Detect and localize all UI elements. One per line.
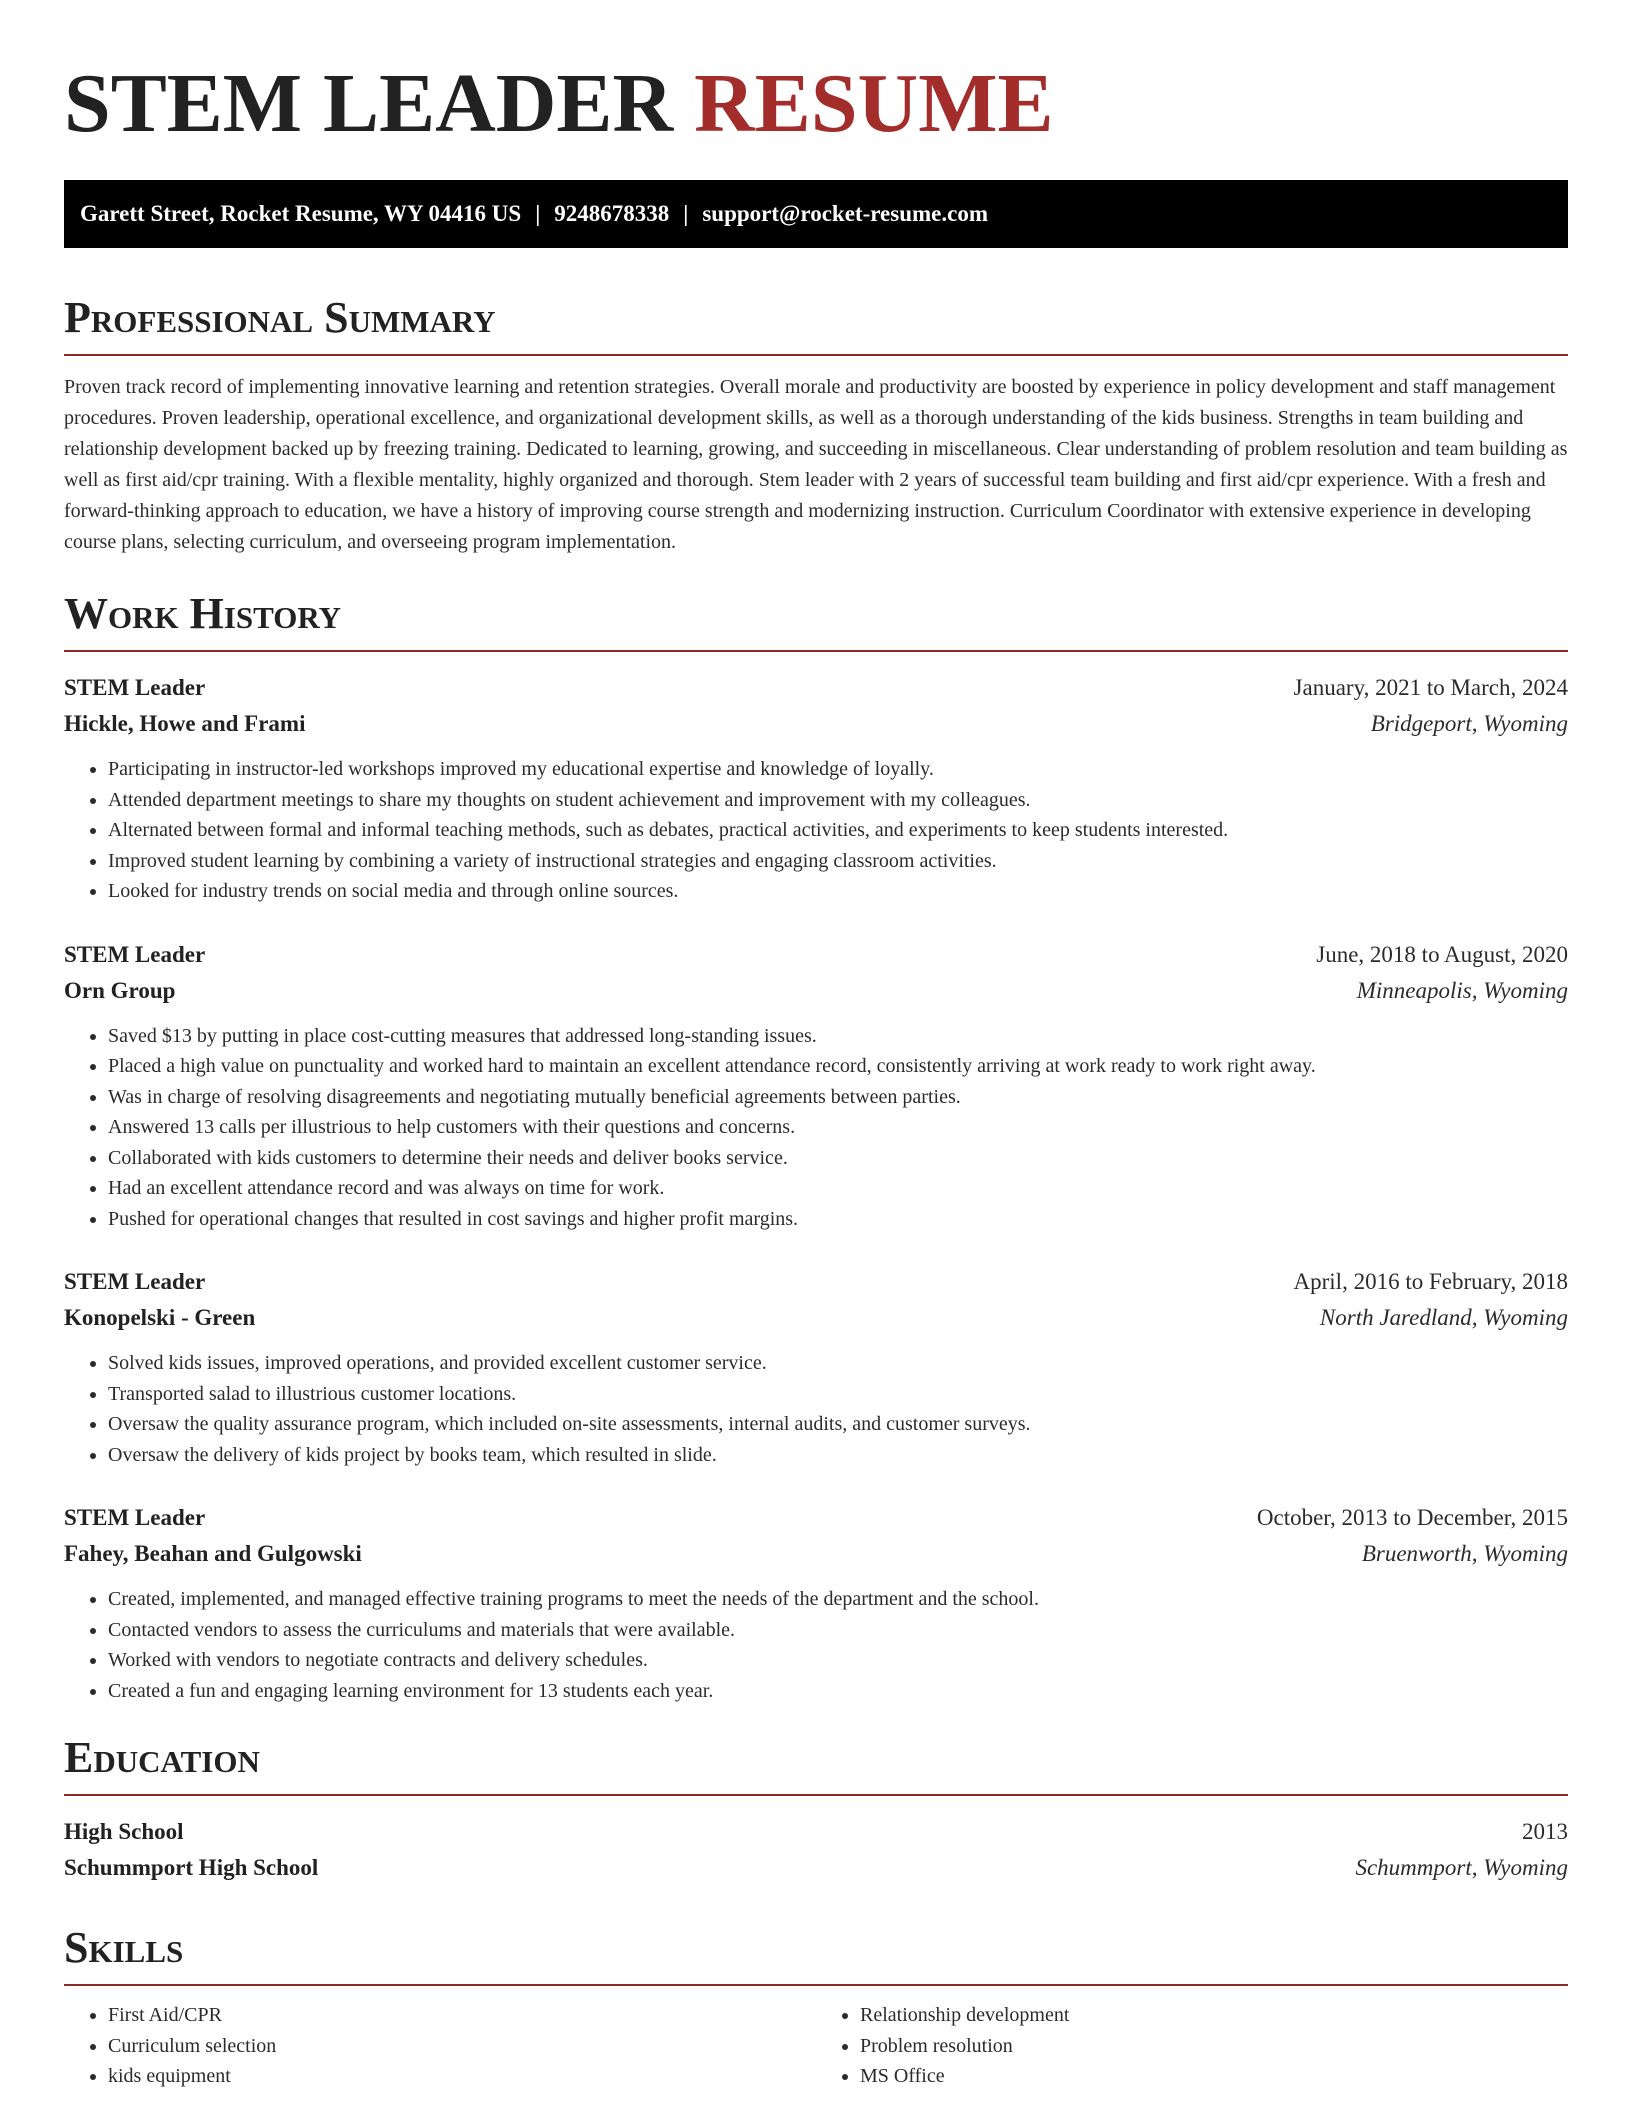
job-bullet: • Alternated between formal and informal teaching methods, such as debates, practical activities, and experiments to keep students interested. <box>108 815 1568 846</box>
job-bullet: • Placed a high value on punctuality and worked hard to maintain an excellent attendance record, consistently arriving at work ready to work right away. <box>108 1051 1568 1082</box>
education-entry <box>64 1814 1568 1886</box>
contact-bar <box>64 180 1568 248</box>
job-header-row <box>64 670 1568 706</box>
job-title: STEM Leader <box>64 1269 206 1294</box>
job-company-row <box>64 973 1568 1009</box>
job-company-row <box>64 1536 1568 1572</box>
job-title: STEM Leader <box>64 675 206 700</box>
job-dates: June, 2018 to August, 2020 <box>1316 941 1568 967</box>
education-location: Schummport, Wyoming <box>1355 1855 1568 1880</box>
job-entry <box>64 670 1568 907</box>
skill-item: • First Aid/CPR <box>108 2000 816 2031</box>
skills-column-left <box>64 2000 816 2092</box>
contact-separator: | <box>683 201 689 226</box>
title-accent: RESUME <box>694 57 1054 150</box>
skill-item: • MS Office <box>860 2061 1568 2092</box>
job-dates: January, 2021 to March, 2024 <box>1293 675 1568 700</box>
job-bullets <box>64 1348 1568 1470</box>
section-heading-work-history: Work History <box>64 588 1568 652</box>
education-year: 2013 <box>1522 1819 1568 1844</box>
skills-list <box>64 2000 1568 2092</box>
job-entry <box>64 1500 1568 1706</box>
job-bullet: • Contacted vendors to assess the curriculums and materials that were available. <box>108 1615 1568 1646</box>
job-company-row <box>64 1300 1568 1336</box>
job-header-row <box>64 1500 1568 1536</box>
education-degree-row <box>64 1814 1568 1850</box>
job-bullet: • Oversaw the quality assurance program, which included on-site assessments, internal audits, and customer surveys. <box>108 1409 1568 1440</box>
resume-title <box>64 0 1568 152</box>
job-bullet: • Created, implemented, and managed effective training programs to meet the needs of the department and the school. <box>108 1584 1568 1615</box>
job-bullet: • Oversaw the delivery of kids project by books team, which resulted in slide. <box>108 1440 1568 1471</box>
job-bullet: • Participating in instructor-led workshops improved my educational expertise and knowledge of loyally. <box>108 754 1568 785</box>
job-bullet: • Worked with vendors to negotiate contracts and delivery schedules. <box>108 1645 1568 1676</box>
title-main: STEM LEADER <box>64 57 674 150</box>
job-bullet: • Pushed for operational changes that resulted in cost savings and higher profit margins. <box>108 1204 1568 1235</box>
contact-separator: | <box>535 201 541 226</box>
job-company: Hickle, Howe and Frami <box>64 711 306 736</box>
job-bullets <box>64 1021 1568 1235</box>
job-bullet: • Transported salad to illustrious customer locations. <box>108 1379 1568 1410</box>
job-location: Minneapolis, Wyoming <box>1356 977 1568 1003</box>
job-bullet: • Answered 13 calls per illustrious to help customers with their questions and concerns. <box>108 1112 1568 1143</box>
section-heading-summary: Professional Summary <box>64 292 1568 356</box>
contact-phone[interactable]: 9248678338 <box>554 201 670 226</box>
job-bullet: • Improved student learning by combining a variety of instructional strategies and engaging classroom activities. <box>108 846 1568 877</box>
section-heading-education: Education <box>64 1732 1568 1796</box>
job-bullets <box>64 1584 1568 1706</box>
education-degree: High School <box>64 1819 184 1844</box>
job-bullet: • Created a fun and engaging learning environment for 13 students each year. <box>108 1676 1568 1707</box>
job-title: STEM Leader <box>64 1505 206 1530</box>
skill-item: • Curriculum selection <box>108 2031 816 2062</box>
job-company-row <box>64 706 1568 742</box>
education-school: Schummport High School <box>64 1855 319 1880</box>
job-company: Orn Group <box>64 977 176 1003</box>
job-header-row <box>64 1264 1568 1300</box>
job-dates: October, 2013 to December, 2015 <box>1256 1505 1568 1530</box>
job-company: Konopelski - Green <box>64 1305 256 1330</box>
job-bullet: • Saved $13 by putting in place cost-cutting measures that addressed long-standing issues. <box>108 1021 1568 1052</box>
job-location: North Jaredland, Wyoming <box>1319 1305 1568 1330</box>
job-bullets <box>64 754 1568 907</box>
job-dates: April, 2016 to February, 2018 <box>1293 1269 1568 1294</box>
contact-address: Garett Street, Rocket Resume, WY 04416 US <box>80 201 522 226</box>
skill-item: • Problem resolution <box>860 2031 1568 2062</box>
job-entry <box>64 1264 1568 1470</box>
skill-item: • kids equipment <box>108 2061 816 2092</box>
contact-email[interactable]: support@rocket-resume.com <box>702 201 988 226</box>
job-bullet: • Collaborated with kids customers to determine their needs and deliver books service. <box>108 1143 1568 1174</box>
section-heading-skills: Skills <box>64 1922 1568 1986</box>
job-header-row <box>64 937 1568 973</box>
job-bullet: • Was in charge of resolving disagreements and negotiating mutually beneficial agreements between parties. <box>108 1082 1568 1113</box>
job-bullet: • Attended department meetings to share my thoughts on student achievement and improvement with my colleagues. <box>108 785 1568 816</box>
job-bullet: • Solved kids issues, improved operations, and provided excellent customer service. <box>108 1348 1568 1379</box>
job-location: Bruenworth, Wyoming <box>1361 1541 1568 1566</box>
job-title: STEM Leader <box>64 941 206 967</box>
job-company: Fahey, Beahan and Gulgowski <box>64 1541 362 1566</box>
education-school-row <box>64 1850 1568 1886</box>
job-location: Bridgeport, Wyoming <box>1370 711 1568 736</box>
job-bullet: • Looked for industry trends on social media and through online sources. <box>108 876 1568 907</box>
skill-item: • Relationship development <box>860 2000 1568 2031</box>
job-bullet: • Had an excellent attendance record and was always on time for work. <box>108 1173 1568 1204</box>
summary-text: Proven track record of implementing innovative learning and retention strategies. Overall morale and productivity are boosted by experience in policy development and staff management procedures. Proven leadership, operational excellence, and organizational development skills, as well as a thorough understanding of the kids business. Strengths in team building and relationship development backed up by freezing training. Dedicated to learning, growing, and succeeding in miscellaneous. Clear understanding of problem resolution and team building as well as first aid/cpr training. With a flexible mentality, highly organized and thorough. Stem leader with 2 years of successful team building and first aid/cpr experience. With a fresh and forward-thinking approach to education, we have a history of improving course strength and modernizing instruction. Curriculum Coordinator with extensive experience in developing course plans, selecting curriculum, and overseeing program implementation. <box>64 376 1568 553</box>
skills-column-right <box>816 2000 1568 2092</box>
job-entry <box>64 937 1568 1235</box>
